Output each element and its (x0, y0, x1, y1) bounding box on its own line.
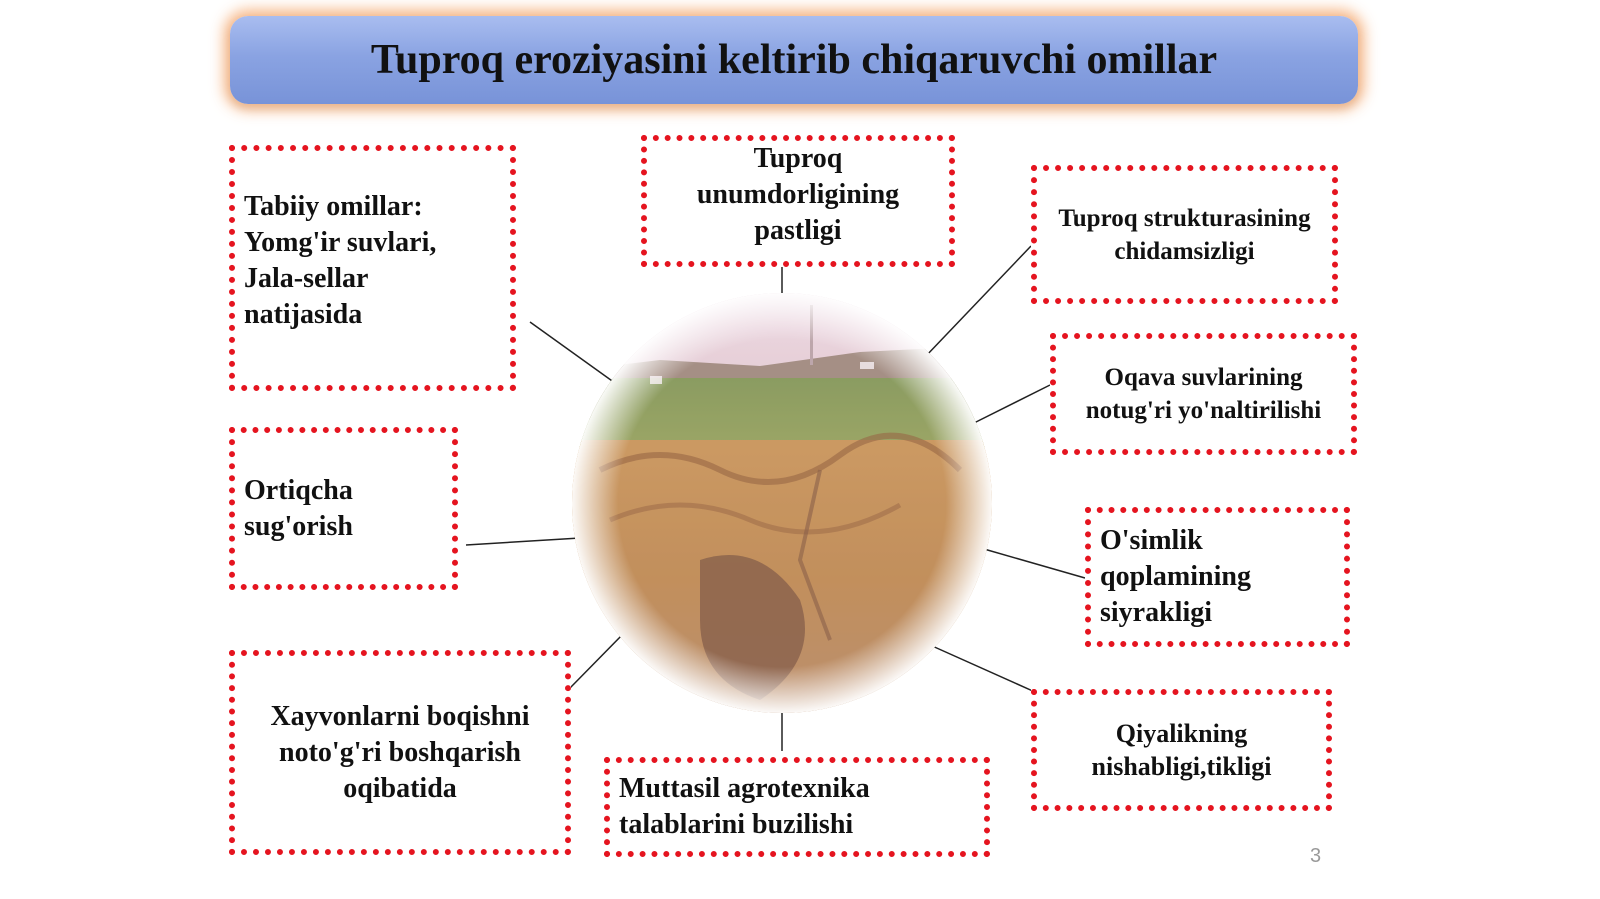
factor-line: notug'ri yo'naltirilishi (1085, 397, 1322, 424)
factor-line: Ortiqcha (244, 474, 353, 506)
factor-box-fertility (641, 135, 955, 267)
factor-line: Tuproq strukturasining (1058, 204, 1311, 232)
factor-line: natijasida (244, 299, 363, 330)
factor-box-livestock (229, 650, 571, 855)
factor-line: Qiyalikning (1115, 719, 1248, 748)
factor-line: Jala-sellar (244, 263, 369, 294)
factor-box-irrigation (229, 427, 458, 590)
factor-line: pastligi (754, 215, 842, 246)
factor-line: sug'orish (244, 510, 353, 542)
factor-box-slope (1031, 689, 1332, 811)
title-bar (230, 16, 1358, 104)
factor-line: Tuproq (753, 143, 843, 174)
factor-line: Xayvonlarni boqishni (270, 700, 530, 732)
page-number: 3 (1310, 845, 1322, 867)
factor-line: Oqava suvlarining (1104, 364, 1303, 391)
factor-line: siyrakligi (1100, 597, 1213, 628)
factor-line: O'simlik (1100, 525, 1203, 556)
factor-box-natural (229, 145, 516, 391)
factor-box-vegetation (1085, 507, 1350, 647)
factor-line: Tabiiy omillar: (244, 191, 423, 222)
factor-box-runoff (1050, 333, 1357, 455)
factor-line: chidamsizligi (1114, 237, 1255, 265)
factor-line: Muttasil agrotexnika (619, 773, 870, 804)
factor-box-structure (1031, 165, 1338, 304)
factor-line: qoplamining (1100, 561, 1251, 592)
factor-box-agrotech (604, 757, 990, 857)
factor-line: nishabligi,tikligi (1091, 752, 1272, 781)
factor-line: noto'g'ri boshqarish (279, 736, 521, 768)
factor-line: talablarini buzilishi (619, 809, 854, 840)
factor-line: oqibatida (343, 772, 457, 804)
factor-line: Yomg'ir suvlari, (244, 227, 437, 258)
factor-line: unumdorligining (696, 179, 900, 210)
slide-title: Tuproq eroziyasini keltirib chiqaruvchi omillar (370, 37, 1218, 83)
